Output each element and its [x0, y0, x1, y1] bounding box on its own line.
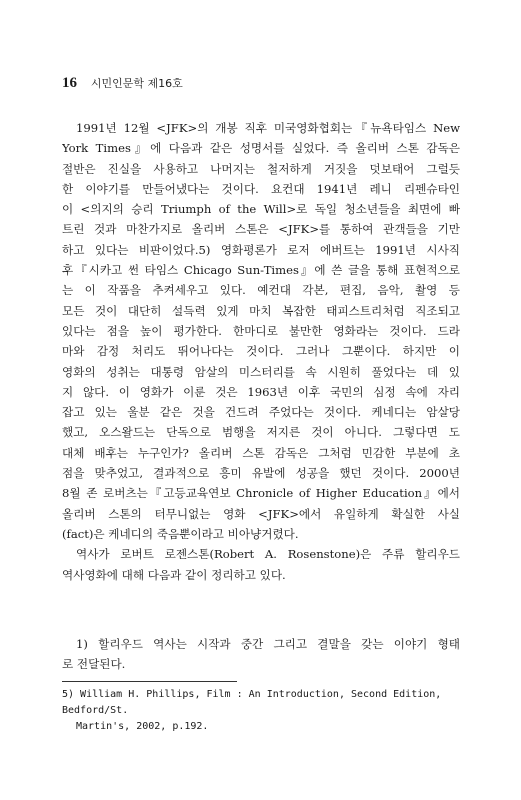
footnote-divider: [62, 681, 237, 682]
text-line: 후『시카고 썬 타임스 Chicago Sun-Times』에 쓴 글을 통해 표현적으로: [62, 263, 460, 278]
text-line: 이 <의지의 승리 Triumph of the Will>로 독일 청소년들을 최면에 빠: [62, 202, 460, 217]
text-line: 모든 것이 대단히 설득력 있게 마치 복잡한 태피스트리처럼 직조되고: [62, 303, 460, 318]
footnote: [62, 687, 462, 735]
numbered-list-item: [62, 634, 460, 675]
text-line: 했고, 오스왈드는 단독으로 범행을 저지른 것이 아니다. 그렇다면 도: [62, 425, 460, 440]
text-line: 1991년 12월 <JFK>의 개봉 직후 미국영화협회는『뉴욕타임스 New: [76, 121, 460, 135]
paragraph-jfk-criticism: [62, 118, 460, 544]
text-line: 한 이야기를 만들어냈다는 것이다. 요컨대 1941년 레니 리펜슈타인: [62, 181, 460, 196]
text-line: 절반은 진실을 사용하고 나머지는 철저하게 거짓을 덧보태어 그럴듯: [62, 161, 460, 176]
text-line: 지 않다. 이 영화가 이룬 것은 1963년 이후 국민의 심정 속에 자리: [62, 384, 460, 399]
page-header: [62, 75, 183, 92]
text-line: 대체 배후는 누구인가? 올리버 스톤 감독은 그처럼 민감한 부분에 초: [62, 445, 460, 460]
text-line: 8월 존 로버츠는『고등교육연보 Chronicle of Higher Education』에서: [62, 486, 460, 501]
text-line: 영화의 성취는 대통령 암살의 미스터리를 속 시원히 풀었다는 데 있: [62, 364, 460, 379]
body-text: [62, 118, 460, 585]
footnote-line: 5) William H. Phillips, Film : An Introduction, Second Edition, Bedford/St.: [62, 689, 442, 716]
text-line: 트린 것과 마찬가지로 올리버 스톤은 <JFK>를 통하여 관객들을 기만: [62, 222, 460, 237]
footnote-line: Martin's, 2002, p.192.: [76, 721, 209, 732]
text-line: (fact)은 케네디의 죽음뿐이라고 비아냥거렸다.: [62, 526, 299, 541]
text-line: 점을 맞추었고, 결과적으로 흥미 유발에 성공을 했던 것이다. 2000년: [62, 466, 460, 481]
text-line: 올리버 스톤의 터무니없는 영화 <JFK>에서 유일하게 확실한 사실: [62, 506, 460, 521]
text-line: 있다는 점을 높이 평가한다. 한마디로 불만한 영화라는 것이다. 드라: [62, 323, 460, 338]
text-line: 로 전달된다.: [62, 657, 126, 672]
text-line: 역사가 로버트 로젠스톤(Robert A. Rosenstone)은 주류 할리우드: [76, 547, 460, 562]
paragraph-rosenstone: [62, 544, 460, 585]
text-line: 잡고 있는 울분 같은 것을 건드려 주었다는 것이다. 케네디는 암살당: [62, 405, 460, 420]
journal-title: 시민인문학 제16호: [90, 77, 183, 90]
text-line: 는 이 작품을 추켜세우고 있다. 예컨대 각본, 편집, 음악, 촬영 등: [62, 283, 460, 298]
text-line: 1) 할리우드 역사는 시작과 중간 그리고 결말을 갖는 이야기 형태: [76, 637, 460, 651]
text-line: York Times』에 다음과 같은 성명서를 실었다. 즉 올리버 스톤 감독은: [62, 141, 460, 156]
text-line: 역사영화에 대해 다음과 같이 정리하고 있다.: [62, 567, 286, 582]
page-number: 16: [62, 75, 77, 91]
text-line: 마와 감정 처리도 뛰어나다는 것이다. 그러나 그뿐이다. 하지만 이: [62, 344, 460, 359]
text-line: 하고 있다는 비판이었다.5) 영화평론가 로저 에버트는 1991년 시사직: [62, 242, 460, 257]
